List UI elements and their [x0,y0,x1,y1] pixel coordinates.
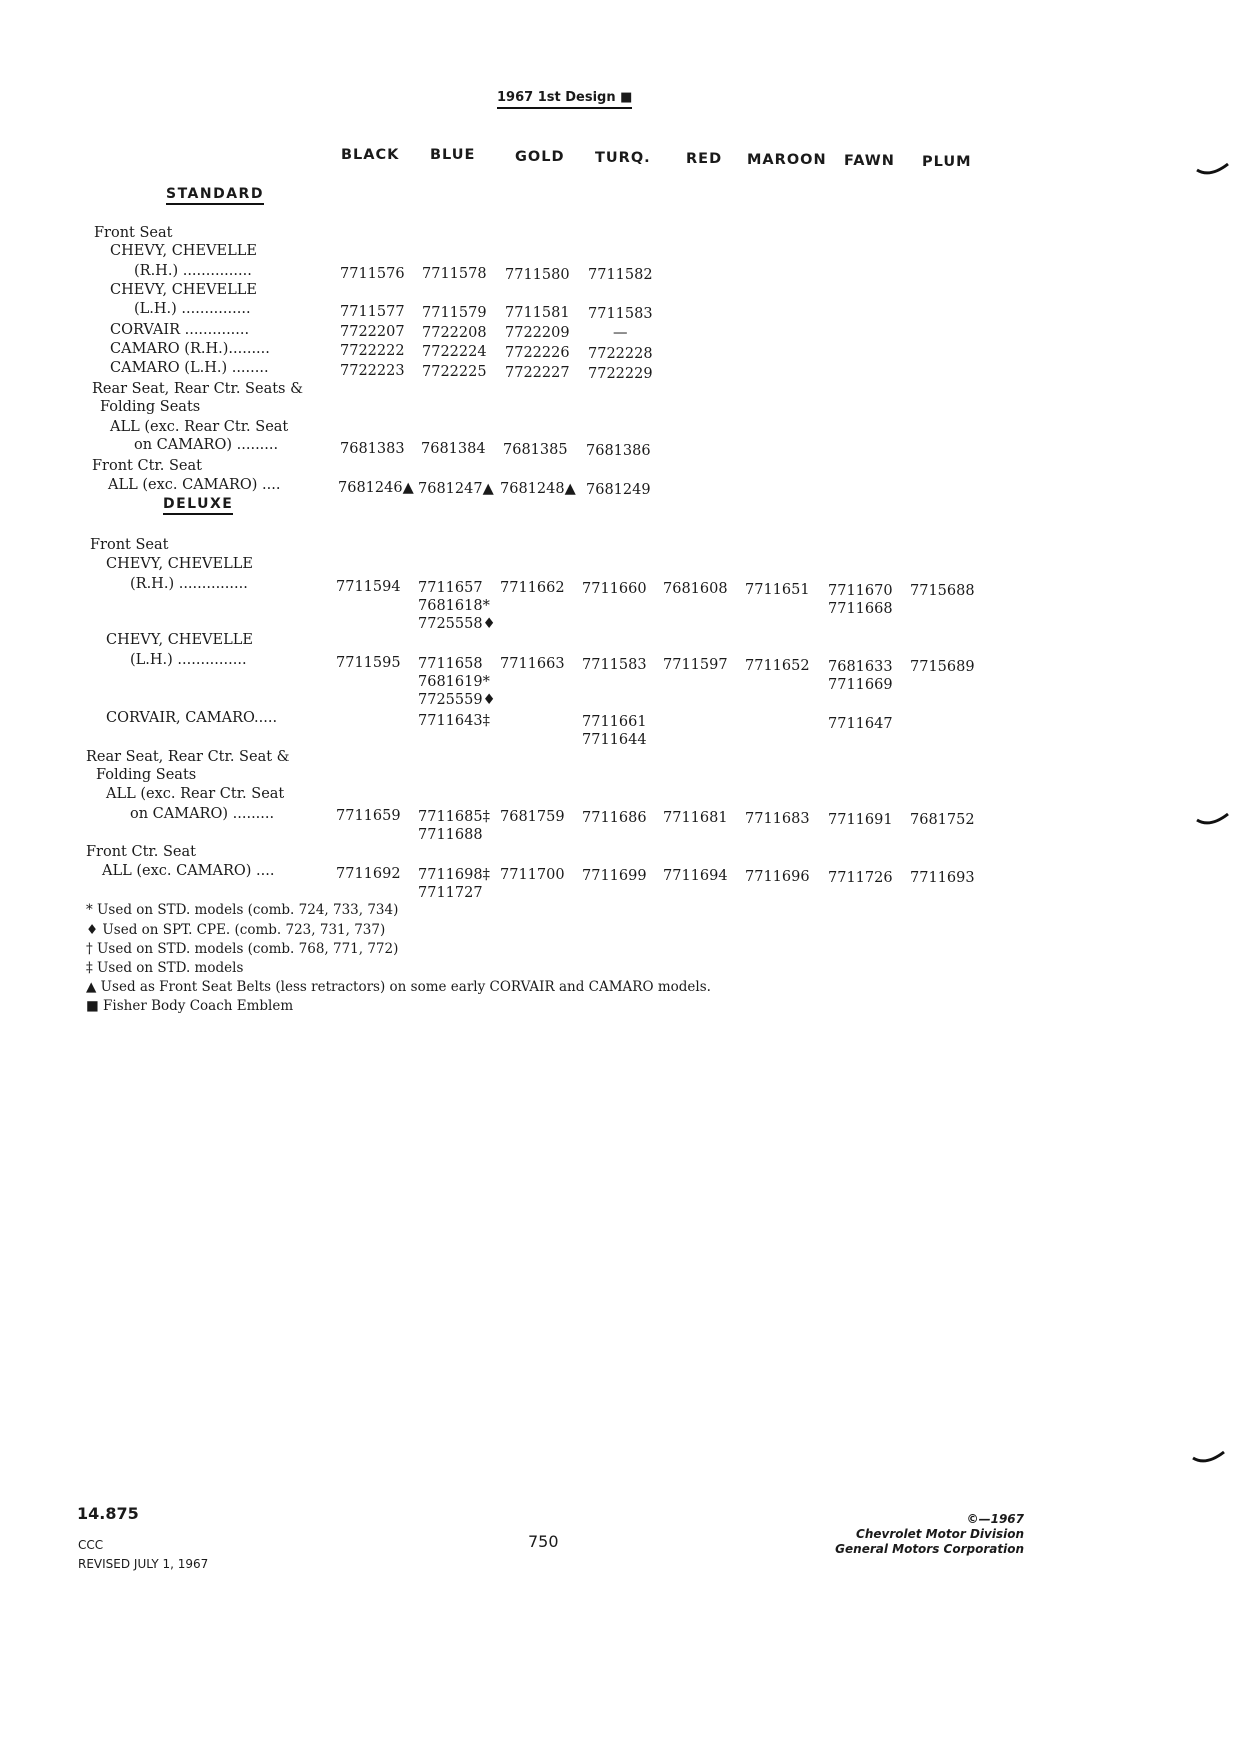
table-cell: 7711582 [588,267,653,283]
row-group-label: Rear Seat, Rear Ctr. Seats & [92,381,303,397]
table-cell: 7711686 [582,810,647,826]
footnote: ▲ Used as Front Seat Belts (less retractors) on some early CORVAIR and CAMARO models. [86,979,711,995]
column-header-black: BLACK [341,147,400,163]
table-cell: 7711652 [745,658,810,674]
table-cell: 7711577 [340,304,405,320]
table-cell: 7711699 [582,868,647,884]
table-cell: 7681383 [340,441,405,457]
row-group-label: Folding Seats [100,399,201,415]
table-cell: 7681608 [663,581,728,597]
table-cell: 7681385 [503,442,568,458]
row-label: CHEVY, CHEVELLE [106,632,253,648]
table-cell: 7711669 [828,677,893,693]
table-cell: 7711581 [505,305,570,321]
standard-heading: STANDARD [166,186,264,205]
reference-number: 14.875 [77,1504,139,1523]
table-cell: 7711692 [336,866,401,882]
row-group-label: Front Ctr. Seat [92,458,202,474]
table-cell: 7711683 [745,811,810,827]
column-header-red: RED [686,151,723,167]
table-cell: 7711579 [422,305,487,321]
table-cell: 7681619* [418,674,490,690]
table-cell: 7711691 [828,812,893,828]
table-cell: 7711726 [828,870,893,886]
row-label: CAMARO (R.H.)......... [110,341,270,357]
table-cell: 7711651 [745,582,810,598]
row-group-label: Front Seat [94,225,173,241]
column-header-plum: PLUM [922,154,972,170]
division-name: Chevrolet Motor Division [856,1527,1024,1541]
table-cell: 7711668 [828,601,893,617]
table-cell: 7711657 [418,580,483,596]
table-cell: 7711670 [828,583,893,599]
row-label: (R.H.) ............... [134,263,252,279]
row-label: (R.H.) ............... [130,576,248,592]
table-cell: 7681752 [910,812,975,828]
column-header-maroon: MAROON [747,152,827,168]
table-cell: 7681246▲ [338,480,414,496]
table-cell: 7711688 [418,827,483,843]
row-group-label: Rear Seat, Rear Ctr. Seat & [86,749,290,765]
table-cell: 7711660 [582,581,647,597]
column-header-gold: GOLD [515,149,565,165]
row-label: CHEVY, CHEVELLE [110,243,257,259]
row-label: CHEVY, CHEVELLE [110,282,257,298]
row-label: ALL (exc. Rear Ctr. Seat [106,786,285,802]
footnote: ♦ Used on SPT. CPE. (comb. 723, 731, 737) [86,922,386,938]
table-cell: 7715688 [910,583,975,599]
table-cell: 7681248▲ [500,481,576,497]
table-cell: 7711661 [582,714,647,730]
table-cell: 7715689 [910,659,975,675]
corporation-name: General Motors Corporation [835,1542,1024,1556]
table-cell: 7711663 [500,656,565,672]
table-cell: 7711578 [422,266,487,282]
row-label: ALL (exc. CAMARO) .... [102,863,275,879]
table-cell: 7711595 [336,655,401,671]
binder-tab-mark [1196,160,1230,180]
table-cell: 7722227 [505,365,570,381]
column-header-fawn: FAWN [844,153,895,169]
copyright-block [835,1512,1024,1557]
column-header-blue: BLUE [430,147,476,163]
table-cell: 7711662 [500,580,565,596]
table-cell: 7681249 [586,482,651,498]
row-group-label: Front Seat [90,537,169,553]
table-cell: — [613,325,628,341]
table-cell: 7711647 [828,716,893,732]
footnote: ■ Fisher Body Coach Emblem [86,998,294,1014]
page-number: 750 [528,1532,559,1551]
table-cell: 7711698‡ [418,867,490,883]
table-cell: 7681633 [828,659,893,675]
footnote: ‡ Used on STD. models [86,960,244,976]
table-cell: 7711685‡ [418,809,490,825]
row-label: CHEVY, CHEVELLE [106,556,253,572]
binder-tab-mark [1192,1448,1226,1468]
table-cell: 7725558♦ [418,616,496,632]
row-label: CAMARO (L.H.) ........ [110,360,269,376]
table-cell: 7711696 [745,869,810,885]
table-cell: 7711583 [582,657,647,673]
column-header-turq: TURQ. [595,150,651,166]
table-cell: 7722224 [422,344,487,360]
table-cell: 7722226 [505,345,570,361]
table-cell: 7681247▲ [418,481,494,497]
table-cell: 7711644 [582,732,647,748]
table-cell: 7711583 [588,306,653,322]
row-label: (L.H.) ............... [130,652,247,668]
table-cell: 7725559♦ [418,692,496,708]
row-label: ALL (exc. CAMARO) .... [108,477,281,493]
row-label: CORVAIR .............. [110,322,250,338]
row-label: on CAMARO) ......... [134,437,279,453]
table-cell: 7681618* [418,598,490,614]
table-cell: 7722222 [340,343,405,359]
table-cell: 7711659 [336,808,401,824]
table-cell: 7711576 [340,266,405,282]
row-label: CORVAIR, CAMARO..... [106,710,278,726]
row-label: on CAMARO) ......... [130,806,275,822]
ccc-label: CCC [78,1538,104,1552]
table-cell: 7722208 [422,325,487,341]
table-cell: 7681759 [500,809,565,825]
table-cell: 7711727 [418,885,483,901]
table-cell: 7711597 [663,657,728,673]
row-label: ALL (exc. Rear Ctr. Seat [110,419,289,435]
row-group-label: Folding Seats [96,767,197,783]
table-cell: 7681384 [421,441,486,457]
table-cell: 7711693 [910,870,975,886]
revised-date: REVISED JULY 1, 1967 [78,1557,209,1571]
table-cell: 7711700 [500,867,565,883]
table-cell: 7711681 [663,810,728,826]
footnote: * Used on STD. models (comb. 724, 733, 734) [86,902,399,918]
table-cell: 7722229 [588,366,653,382]
table-cell: 7681386 [586,443,651,459]
table-cell: 7722207 [340,324,405,340]
table-cell: 7711643‡ [418,713,490,729]
table-cell: 7711594 [336,579,401,595]
table-cell: 7711694 [663,868,728,884]
binder-tab-mark [1196,810,1230,830]
table-cell: 7711658 [418,656,483,672]
table-cell: 7722209 [505,325,570,341]
row-group-label: Front Ctr. Seat [86,844,196,860]
deluxe-heading: DELUXE [163,496,233,515]
table-cell: 7722225 [422,364,487,380]
table-cell: 7722228 [588,346,653,362]
row-label: (L.H.) ............... [134,301,251,317]
table-cell: 7722223 [340,363,405,379]
table-cell: 7711580 [505,267,570,283]
footnote: † Used on STD. models (comb. 768, 771, 772) [86,941,399,957]
copyright: ©—1967 [966,1512,1024,1526]
page-title: 1967 1st Design ■ [497,90,632,109]
